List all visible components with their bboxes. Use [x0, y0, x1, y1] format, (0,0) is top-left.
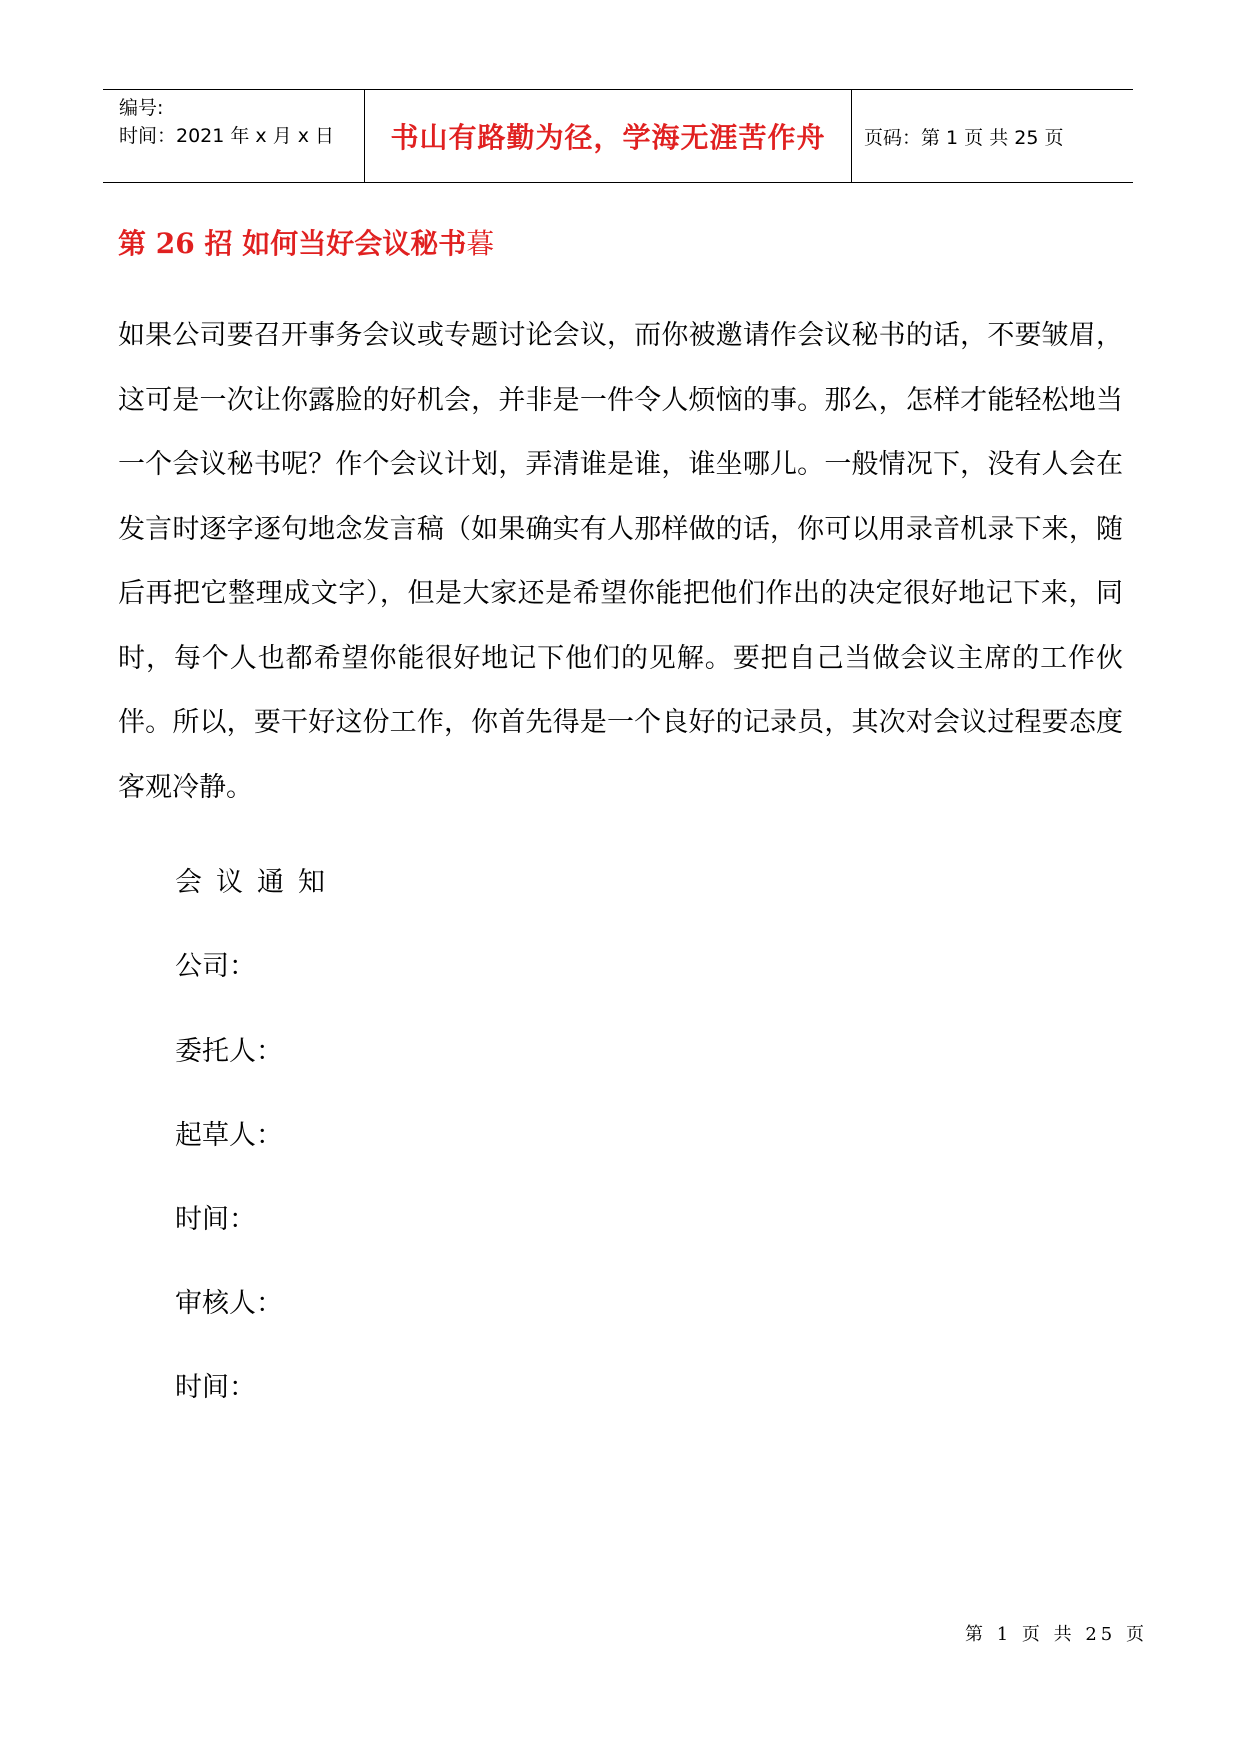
code-label: 编号:	[119, 97, 164, 119]
article-title-main: 第 26 招 如何当好会议秘书	[118, 227, 467, 260]
page-footer: 第 1 页 共 25 页	[965, 1624, 1148, 1645]
company-field-label: 公司：	[175, 951, 256, 982]
review-time-field-label: 时间：	[175, 1372, 256, 1403]
header-page-info: 页码：第 1 页 共 25 页	[864, 126, 1064, 149]
header-motto: 书山有路勤为径，学海无涯苦作舟	[365, 90, 852, 182]
article-title-tail: 暮	[466, 227, 495, 260]
reviewer-field-label: 审核人：	[175, 1288, 283, 1319]
client-field-label: 委托人：	[175, 1036, 283, 1067]
header-meta-cell	[103, 90, 365, 182]
document-header	[103, 89, 1133, 183]
drafter-field-label: 起草人：	[175, 1120, 283, 1151]
time-label: 时间：2021 年 x 月 x 日	[119, 125, 335, 147]
body-paragraph: 如果公司要召开事务会议或专题讨论会议，而你被邀请作会议秘书的话，不要皱眉，这可是一次让你露脸的好机会，并非是一件令人烦恼的事。那么，怎样才能轻松地当一个会议秘书呢？作个会议计划，弄清谁是谁，谁坐哪儿。一般情况下，没有人会在发言时逐字逐句地念发言稿（如果确实有人那样做的话，你可以用录音机录下来，随后再把它整理成文字），但是大家还是希望你能把他们作出的决定很好地记下来，同时，每个人也都希望你能很好地记下他们的见解。要把自己当做会议主席的工作伙伴。所以，要干好这份工作，你首先得是一个良好的记录员，其次对会议过程要态度客观冷静。	[118, 320, 1123, 803]
time-field-label: 时间：	[175, 1204, 256, 1235]
notice-title: 会议通知	[175, 867, 339, 898]
article-title	[118, 222, 494, 262]
